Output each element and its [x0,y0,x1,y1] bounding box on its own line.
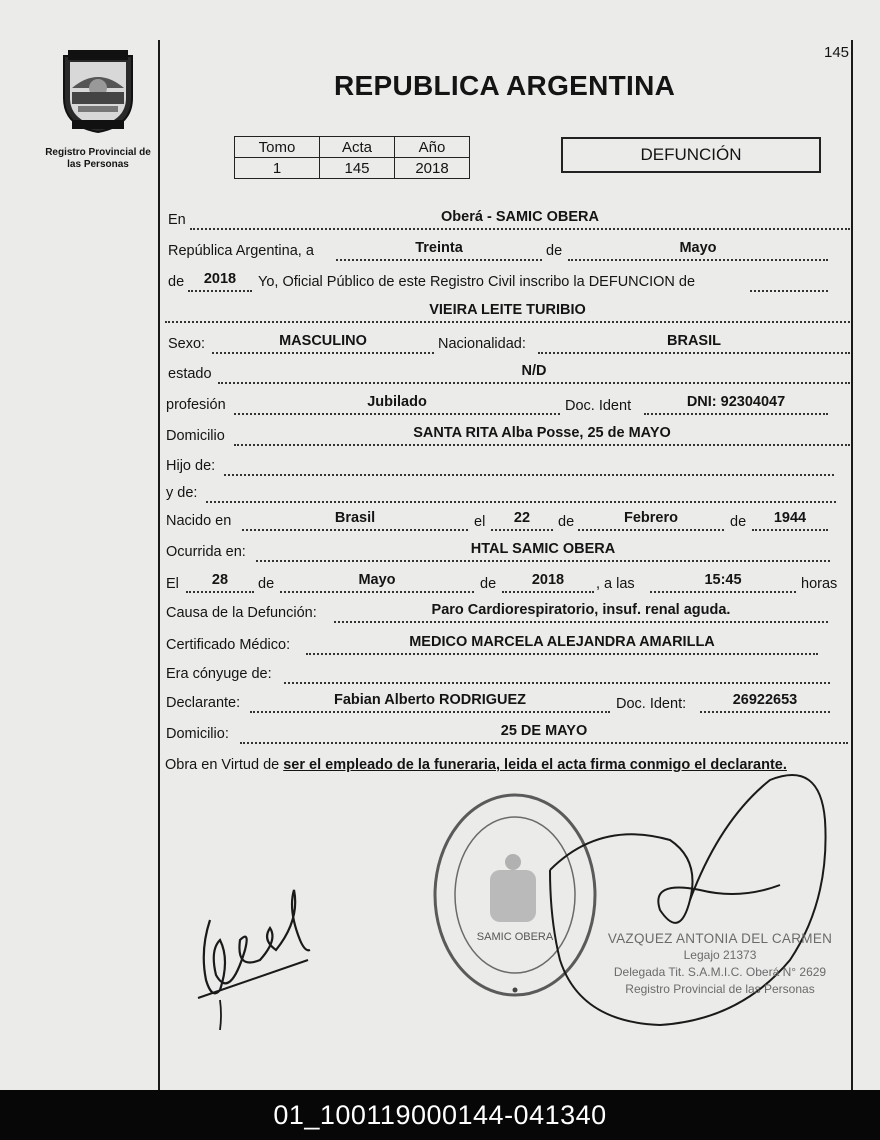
obra-prefix: Obra en Virtud de [165,757,280,773]
obra-text: ser el empleado de la funeraria, leida el acta firma conmigo el declarante. [283,757,787,773]
field-sexo: MASCULINO [212,332,434,354]
official-name: VAZQUEZ ANTONIA DEL CARMEN [607,931,833,946]
label-certificado: Certificado Médico: [166,637,291,653]
field-domicilio: SANTA RITA Alba Posse, 25 de MAYO [234,424,850,446]
seal-center-text: SAMIC OBERA [476,931,554,943]
field-nacido-en: Brasil [242,509,468,531]
label-nacido-en: Nacido en [166,513,232,529]
page-number: 145 [824,44,850,61]
official-registro: Registro Provincial de las Personas [625,982,815,996]
registry-label [30,147,166,171]
field-def-mes: Mayo [280,571,474,593]
reference-value-row [235,158,470,179]
label-a-las: , a las [596,576,635,592]
field-declarante-domicilio: 25 DE MAYO [240,722,848,744]
left-margin-rule [158,40,160,1090]
label-sexo: Sexo: [168,336,206,352]
province-crest-icon [58,48,138,134]
field-nacionalidad: BRASIL [538,332,850,354]
reference-value-tomo: 1 [235,158,320,179]
field-y-de [206,481,836,503]
field-doc: DNI: 92304047 [644,393,828,415]
registry-label-line2: las Personas [67,159,129,170]
official-stamp [600,930,840,998]
document-type-box: DEFUNCIÓN [561,137,821,173]
official-legajo: Legajo 21373 [683,948,757,962]
label-de-4: de [730,514,747,530]
field-profesion: Jubilado [234,393,560,415]
label-doc-ident: Doc. Ident [565,398,632,414]
reference-value-acta: 145 [320,158,395,179]
label-de-2: de [168,274,185,290]
label-hijo-de: Hijo de: [166,458,216,474]
field-declarante: Fabian Alberto RODRIGUEZ [250,691,610,713]
label-ocurrida-en: Ocurrida en: [166,544,246,560]
field-declarante-doc: 26922653 [700,691,830,713]
label-y-de: y de: [166,485,198,501]
field-blank-continuation [750,270,828,292]
label-profesion: profesión [166,397,226,413]
label-horas: horas [801,576,838,592]
reference-header-anio: Año [395,137,470,158]
label-doc-ident-2: Doc. Ident: [616,696,687,712]
reference-value-anio: 2018 [395,158,470,179]
field-nombre: VIEIRA LEITE TURIBIO [165,301,850,323]
field-estado: N/D [218,362,850,384]
reference-header-acta: Acta [320,137,395,158]
declarant-signature [190,880,320,1030]
field-def-dia: 28 [186,571,254,593]
field-lugar: Oberá - SAMIC OBERA [190,208,850,230]
field-hora: 15:45 [650,571,796,593]
reference-header-row [235,137,470,158]
field-ocurrida-en: HTAL SAMIC OBERA [256,540,830,562]
official-delegada: Delegada Tit. S.A.M.I.C. Oberá N° 2629 [613,965,827,979]
official-signature [540,760,840,1040]
label-de-6: de [480,576,497,592]
reference-header-tomo: Tomo [235,137,320,158]
field-nac-dia: 22 [491,509,553,531]
field-anio: 2018 [188,270,252,292]
field-causa: Paro Cardiorespiratorio, insuf. renal aguda. [334,601,828,623]
label-en: En [168,212,186,228]
field-dia-letras: Treinta [336,239,542,261]
field-conyuge [284,662,830,684]
document-id-footer: 01_100119000144-041340 [0,1090,880,1140]
right-margin-rule [851,40,853,1090]
label-domicilio: Domicilio [166,428,225,444]
field-hijo-de [224,454,834,476]
field-nac-anio: 1944 [752,509,828,531]
label-domicilio-2: Domicilio: [166,726,229,742]
label-yo-oficial: Yo, Oficial Público de este Registro Civil inscribo la DEFUNCION de [258,274,696,290]
label-de-5: de [258,576,275,592]
field-nac-mes: Febrero [578,509,724,531]
registry-label-line1: Registro Provincial de [45,147,151,158]
page-title: REPUBLICA ARGENTINA [334,70,676,101]
label-conyuge: Era cónyuge de: [166,666,272,682]
field-mes: Mayo [568,239,828,261]
label-causa: Causa de la Defunción: [166,605,317,621]
label-el: el [474,514,486,530]
reference-table [234,136,470,179]
label-republica: República Argentina, a [168,243,314,259]
label-el-cap: El [166,576,179,592]
label-de-3: de [558,514,575,530]
label-estado: estado [168,366,212,382]
label-declarante: Declarante: [166,695,241,711]
field-certificado: MEDICO MARCELA ALEJANDRA AMARILLA [306,633,818,655]
label-nacionalidad: Nacionalidad: [438,336,526,352]
field-def-anio: 2018 [502,571,594,593]
label-de-1: de [546,243,563,259]
